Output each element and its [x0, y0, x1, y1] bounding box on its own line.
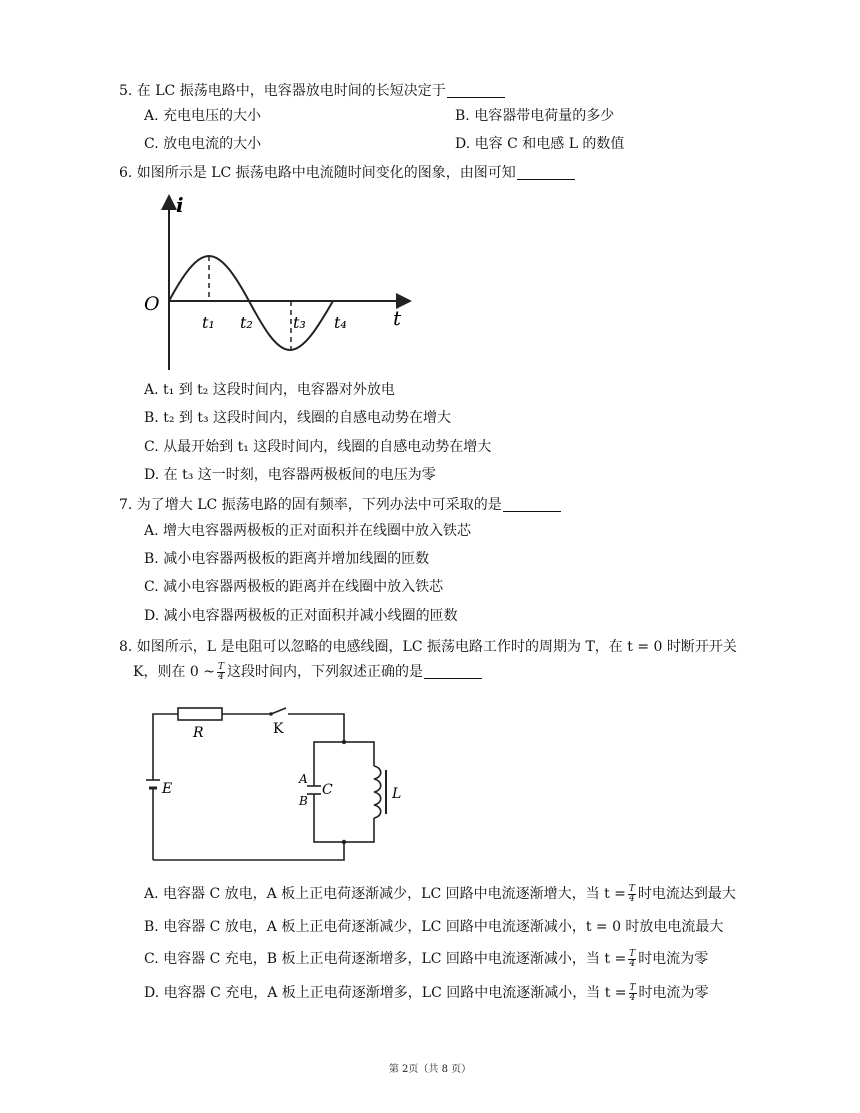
label-l: L [392, 786, 402, 802]
current-time-graph [138, 190, 423, 375]
label-r: R [193, 725, 204, 741]
answer-blank [517, 165, 575, 180]
label-b: B [299, 794, 308, 808]
page-footer: 第 2页（共 8 页） [388, 1064, 472, 1075]
q5-option-c: C. 放电电流的大小 [144, 136, 262, 152]
switch-contact [269, 712, 273, 716]
q6-stem-text: 6. 如图所示是 LC 振荡电路中电流随时间变化的图象，由图可知 [119, 165, 516, 181]
circuit-wire-bottom [153, 842, 344, 860]
q6-option-c: C. 从最开始到 t₁ 这段时间内，线圈的自感电动势在增大 [144, 439, 492, 455]
origin-label: O [144, 293, 160, 315]
fraction-numerator: T [628, 883, 635, 894]
tick-t3: t₃ [293, 313, 306, 332]
fraction-denominator: 4 [629, 958, 636, 969]
y-axis-label: i [176, 193, 184, 217]
fraction-denominator: 4 [218, 671, 224, 682]
label-c: C [322, 782, 333, 798]
q6-option-b: B. t₂ 到 t₃ 这段时间内，线圈的自感电动势在增大 [144, 410, 452, 426]
q6-stem [119, 163, 575, 183]
q5-option-a: A. 充电电压的大小 [144, 108, 262, 124]
q7-option-b: B. 减小电容器两极板的距离并增加线圈的匝数 [144, 551, 430, 567]
q7-option-a: A. 增大电容器两极板的正对面积并在线圈中放入铁芯 [144, 523, 472, 539]
q8-option-a [144, 884, 736, 904]
q7-stem-text: 7. 为了增大 LC 振荡电路的固有频率，下列办法中可采取的是 [119, 497, 502, 513]
q8-stem-line2 [133, 662, 482, 682]
q5-stem [119, 81, 505, 101]
q8-option-a-post: 时电流达到最大 [637, 886, 736, 902]
fraction-t-over-4 [217, 663, 225, 682]
switch-k [271, 708, 286, 714]
lc-circuit-diagram [140, 700, 400, 870]
fraction-denominator: 4 [629, 992, 636, 1003]
q8-stem-line1: 8. 如图所示，L 是电阻可以忽略的电感线圈，LC 振荡电路工作时的周期为 T，在 t = 0 时断开开关 [119, 639, 737, 655]
fraction-numerator: T [217, 661, 224, 672]
x-axis-label: t [393, 306, 402, 330]
q7-stem [119, 495, 561, 515]
q8-option-c [144, 949, 708, 969]
q8-stem-post: 这段时间内，下列叙述正确的是 [227, 664, 423, 680]
tick-t1: t₁ [202, 313, 215, 332]
junction-bottom [342, 840, 346, 844]
tick-t4: t₄ [334, 313, 347, 332]
q8-option-c-post: 时电流为零 [638, 951, 709, 967]
fraction-denominator: 4 [629, 893, 635, 904]
q5-stem-text: 5. 在 LC 振荡电路中，电容器放电时间的长短决定于 [119, 83, 446, 99]
tick-t2: t₂ [240, 313, 253, 332]
q8-option-d-pre: D. 电容器 C 充电，A 板上正电荷逐渐增多，LC 回路中电流逐渐减小，当 t = [144, 985, 627, 1001]
junction-top [342, 740, 346, 744]
answer-blank [424, 664, 482, 679]
q7-option-d: D. 减小电容器两极板的正对面积并减小线圈的匝数 [144, 608, 458, 624]
capacitor-gap [308, 786, 320, 794]
q8-option-b: B. 电容器 C 放电，A 板上正电荷逐渐减少，LC 回路中电流逐渐减小，t = 0 时放电电流最大 [144, 919, 724, 935]
circuit-wire-outer [153, 714, 178, 776]
fraction-numerator: T [629, 982, 636, 993]
q8-option-c-pre: C. 电容器 C 充电，B 板上正电荷逐渐增多，LC 回路中电流逐渐减小，当 t = [144, 951, 627, 967]
answer-blank [503, 497, 561, 512]
q5-option-b: B. 电容器带电荷量的多少 [455, 108, 615, 124]
q7-option-c: C. 减小电容器两极板的距离并在线圈中放入铁芯 [144, 579, 444, 595]
label-k: K [273, 721, 284, 737]
fraction-t-over-4 [628, 950, 636, 969]
fraction-t-over-4 [628, 885, 636, 904]
q6-option-d: D. 在 t₃ 这一时刻，电容器两极板间的电压为零 [144, 467, 436, 483]
q8-option-d [144, 983, 709, 1003]
q8-option-d-post: 时电流为零 [638, 985, 709, 1001]
resistor-r [178, 708, 222, 720]
answer-blank [447, 83, 505, 98]
label-a: A [299, 772, 308, 786]
label-e: E [162, 781, 173, 797]
q6-option-a: A. t₁ 到 t₂ 这段时间内，电容器对外放电 [144, 382, 395, 398]
q8-option-a-pre: A. 电容器 C 放电，A 板上正电荷逐渐减少，LC 回路中电流逐渐增大，当 t = [144, 886, 626, 902]
fraction-t-over-4 [629, 984, 637, 1003]
q8-stem-pre: K，则在 0 ~ [133, 664, 215, 680]
fraction-numerator: T [629, 948, 636, 959]
circuit-wire-right [288, 714, 344, 740]
current-curve [169, 256, 333, 350]
q5-option-d: D. 电容 C 和电感 L 的数值 [455, 136, 625, 152]
